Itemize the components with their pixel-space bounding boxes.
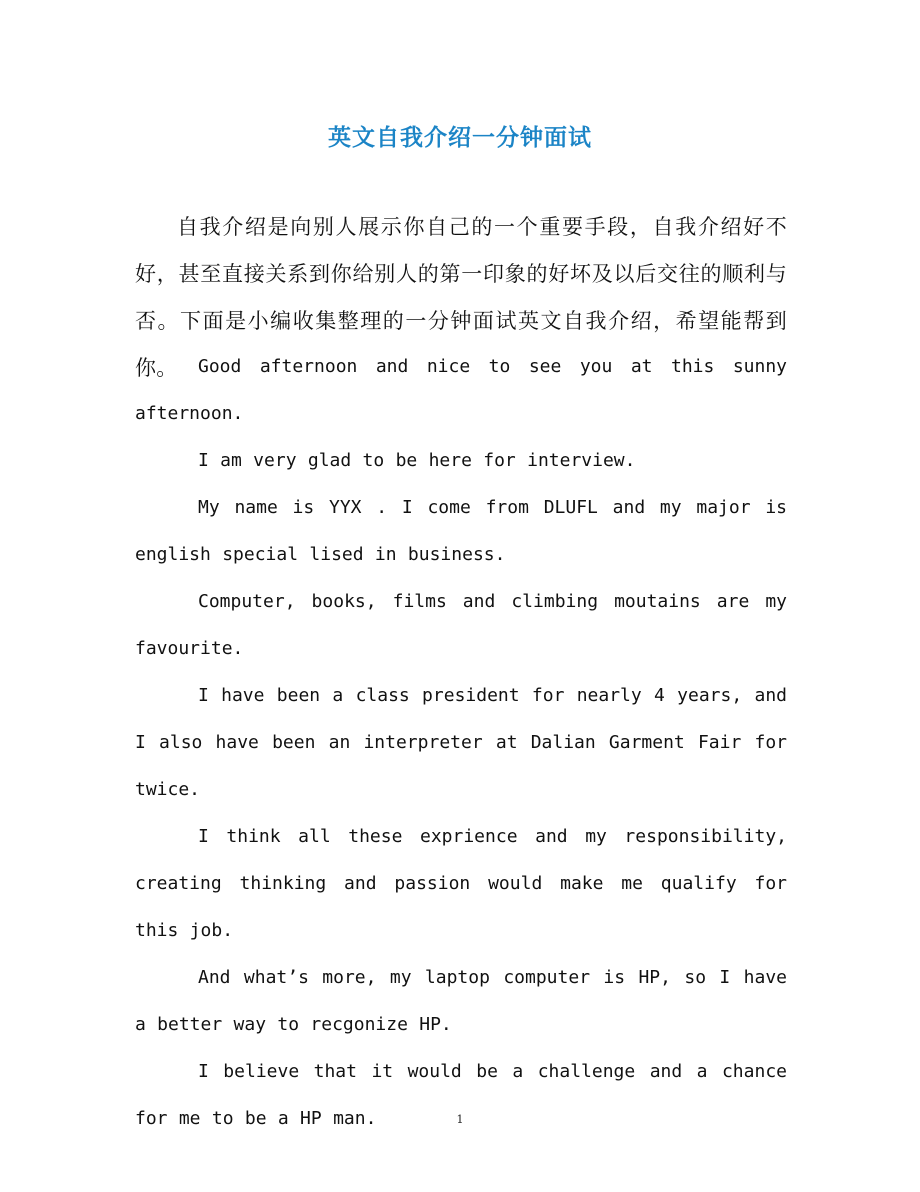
body-paragraph: I believe that it would be a challenge and a chance for me to be a HP man.	[135, 1061, 787, 1129]
body-paragraph: Good afternoon and nice to see you at this sunny afternoon.	[135, 356, 787, 424]
body-paragraph: I am very glad to be here for interview.	[198, 450, 636, 471]
document-title: 英文自我介绍一分钟面试	[328, 124, 592, 151]
body-paragraph: I think all these exprience and my responsibility, creating thinking and passion would make me qualify for this job.	[135, 826, 787, 941]
page-number: 1	[456, 1113, 464, 1126]
document-body	[135, 343, 787, 1142]
body-paragraph: Computer, books, films and climbing moutains are my favourite.	[135, 591, 787, 659]
body-paragraph: I have been a class president for nearly 4 years, and I also have been an interpreter at Dalian Garment Fair for twice.	[135, 685, 787, 800]
intro-paragraph: 自我介绍是向别人展示你自己的一个重要手段，自我介绍好不好，甚至直接关系到你给别人的第一印象的好坏及以后交往的顺利与否。下面是小编收集整理的一分钟面试英文自我介绍，希望能帮到你。	[135, 215, 787, 380]
body-paragraph: My name is YYX . I come from DLUFL and my major is english special lised in business.	[135, 497, 787, 565]
body-paragraph: And what’s more, my laptop computer is HP, so I have a better way to recgonize HP.	[135, 967, 787, 1035]
